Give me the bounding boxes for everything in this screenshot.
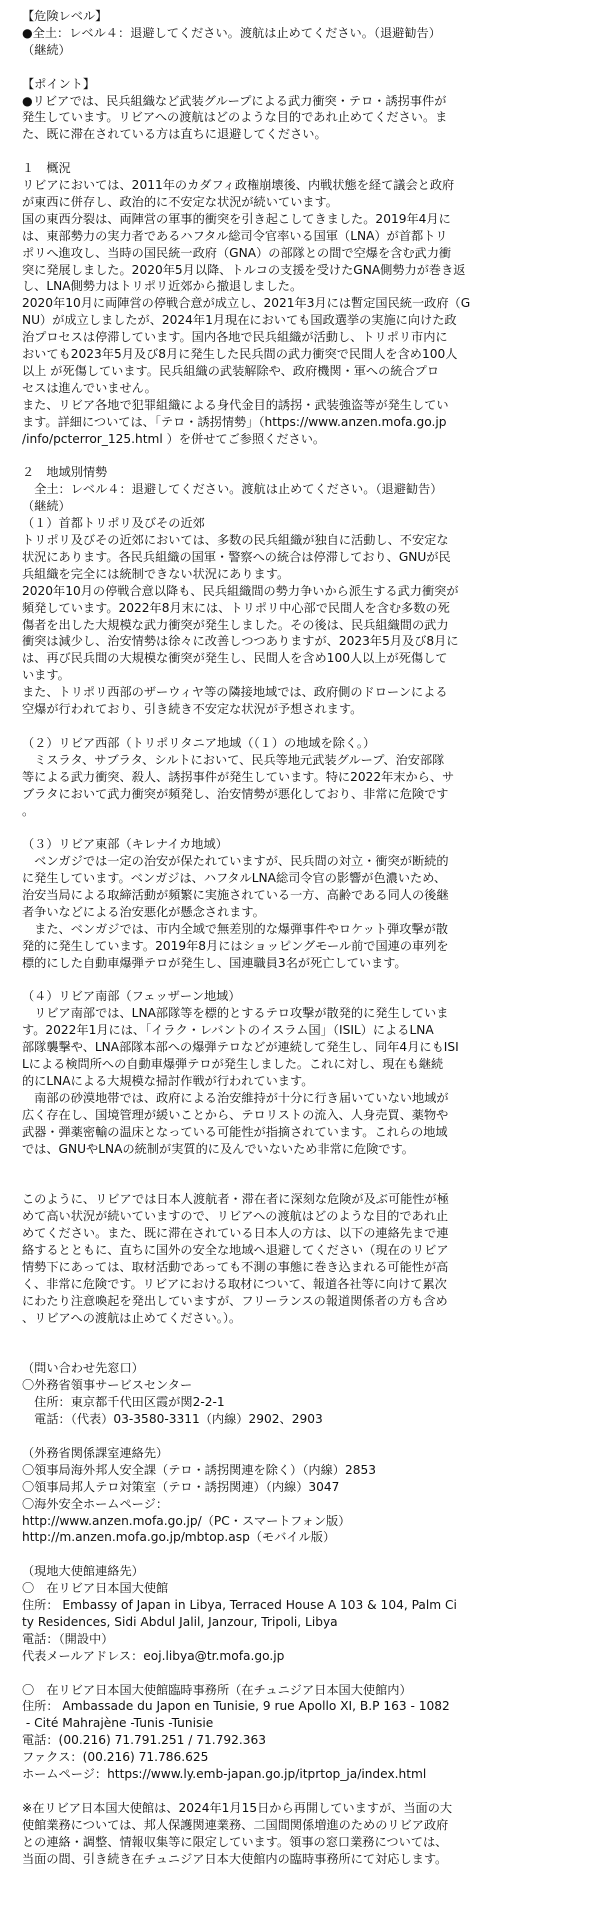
south-line: 広く存在し、国境管理が緩いことから、テロリストの流入、人身売買、薬物や: [22, 1107, 449, 1122]
south-line: リビア南部では、LNA部隊等を標的とするテロ攻撃が散発的に発生していま: [22, 1006, 449, 1021]
tripoli-line: 2020年10月の停戦合意以降も、民兵組織間の勢力争いから派生する武力衝突が: [22, 583, 459, 598]
overview-line: リビアにおいては、2011年のカダフィ政権崩壊後、内戦状態を経て議会と政府: [22, 178, 455, 193]
conclusion-line: めて高い状況が続いていますので、リビアへの渡航はどのような目的であれ止: [22, 1209, 449, 1224]
overview-line: NU）が成立しましたが、2024年1月現在においても国政選挙の実施に向けた政: [22, 313, 457, 328]
danger-level-line: ●全土：レベル４：退避してください。渡航は止めてください。（退避勧告）: [22, 25, 441, 40]
conclusion-line: めてください。また、既に滞在されている日本人の方は、以下の連絡先まで連: [22, 1226, 449, 1241]
tripoli-line: 兵組織を完全には統制できない状況にあります。: [22, 566, 290, 581]
tunisia-office-section: [0, 1682, 605, 1783]
related-line: 〇海外安全ホームページ：: [22, 1496, 169, 1511]
east-line: 治安当局による取締活動が頻繁に実施されている一方、高齢である同人の後継: [22, 888, 449, 903]
blank-line: [0, 59, 605, 76]
related-line: 〇領事局邦人テロ対策室（テロ・誘拐関連）（内線）3047: [22, 1479, 340, 1494]
tripoli-line: 頻発しています。2022年8月末には、トリポリ中心部で民間人を含む多数の死: [22, 600, 450, 615]
blank-line: [0, 1665, 605, 1682]
regional-level-line: 全土：レベル４：退避してください。渡航は止めてください。（退避勧告）: [22, 482, 443, 497]
point-line: た、既に滞在されている方は直ちに退避してください。: [22, 127, 327, 142]
embassy-address: 住所： Embassy of Japan in Libya, Terraced House A 103 & 104, Palm Ci: [22, 1598, 457, 1613]
overview-section: [0, 160, 605, 447]
point-heading: 【ポイント】: [22, 76, 96, 91]
related-heading: （外務省関係課室連絡先）: [22, 1445, 169, 1460]
embassy-address: ty Residences, Sidi Abdul Jalil, Janzour, Tripoli, Libya: [22, 1614, 338, 1629]
regional-heading: ２ 地域別情勢: [22, 465, 108, 480]
overview-line: は、東部勢力の実力者であるハフタル総司令官率いる国軍（LNA）が首都トリ: [22, 228, 448, 243]
note-line: との連絡・調整、情報収集等に限定しています。領事の窓口業務については、: [22, 1834, 448, 1849]
tunisia-office-address: 住所： Ambassade du Japon en Tunisie, 9 rue Apollo XI, B.P 163 - 1082: [22, 1699, 450, 1714]
conclusion-line: く、非常に危険です。リビアにおける取材について、報道各社等に向けて累次: [22, 1276, 447, 1291]
contact-line: 住所：東京都千代田区霞が関2-2-1: [22, 1395, 225, 1410]
blank-line: [0, 1546, 605, 1563]
overview-line: ポリへ進攻し、当時の国民統一政府（GNA）の部隊との間で空爆を含む武力衝: [22, 245, 452, 260]
east-line: 発的に発生しています。2019年8月にはショッピングモール前で国連の車列を: [22, 938, 449, 953]
tripoli-line: います。: [22, 668, 70, 683]
point-line: ●リビアでは、民兵組織など武装グループによる武力衝突・テロ・誘拐事件が: [22, 93, 447, 108]
overview-line-link[interactable]: /info/pcterror_125.html ）を併せてご参照ください。: [22, 431, 326, 446]
south-line: す。2022年1月には、「イラク・レバントのイスラム国」（ISIL）によるLNA: [22, 1023, 434, 1038]
blank-lines: [0, 1327, 605, 1361]
conclusion-line: 情勢下にあっては、取材活動であっても不測の事態に巻き込まれる可能性が高: [22, 1259, 449, 1274]
note-section: [0, 1800, 605, 1868]
tripoli-line: トリポリ及びその近郊においては、多数の民兵組織が独自に活動し、不安定な: [22, 533, 449, 548]
tunisia-office-phone: 電話：(00.216) 71.791.251 / 71.792.363: [22, 1733, 267, 1748]
tripoli-line: は、再び民兵間の大規模な衝突が発生し、民間人を含め100人以上が死傷して: [22, 651, 448, 666]
danger-level-heading: 【危険レベル】: [22, 9, 108, 23]
west-line: 。: [22, 803, 35, 818]
overview-line: 2020年10月に両陣営の停戦合意が成立し、2021年3月には暫定国民統一政府（G: [22, 296, 471, 311]
blank-line: [0, 819, 605, 836]
embassy-section: [0, 1563, 605, 1664]
overview-line: 突に発展しました。2020年5月以降、トルコの支援を受けたGNA側勢力が巻き返: [22, 262, 466, 277]
blank-line: [0, 448, 605, 465]
east-line: に発生しています。ベンガジは、ハフタルLNA総司令官の影響が色濃いため、: [22, 871, 447, 886]
embassy-name: 〇 在リビア日本国大使館: [22, 1581, 169, 1596]
point-section: [0, 76, 605, 144]
conclusion-section: [0, 1191, 605, 1326]
east-line: 標的にした自動車爆弾テロが発生し、国連職員3名が死亡しています。: [22, 955, 407, 970]
west-line: 等による武力衝突、殺人、誘拐事件が発生しています。特に2022年末から、サ: [22, 769, 455, 784]
embassy-heading: （現地大使館連絡先）: [22, 1564, 144, 1579]
contact-phone: 電話：（代表）03-3580-3311（内線）2902、2903: [22, 1412, 323, 1427]
tripoli-heading: （１）首都トリポリ及びその近郊: [22, 516, 205, 531]
east-heading: （３）リビア東部（キレナイカ地域）: [22, 837, 228, 852]
note-line: 使館業務については、邦人保護関連業務、二国間関係増進のためのリビア政府: [22, 1817, 449, 1832]
tunisia-office-fax: ファクス：(00.216) 71.786.625: [22, 1750, 209, 1765]
overview-line: セスは進んでいません。: [22, 380, 157, 395]
south-line: では、GNUやLNAの統制が実質的に及んでいないため非常に危険です。: [22, 1141, 414, 1156]
east-line: また、ベンガジでは、市内全域で無差別的な爆弾事件やロケット弾攻撃が散: [22, 921, 448, 936]
anzen-pc-link[interactable]: http://www.anzen.mofa.go.jp/（PC・スマートフォン版）: [22, 1513, 351, 1528]
blank-line: [0, 718, 605, 735]
anzen-mobile-link[interactable]: http://m.anzen.mofa.go.jp/mbtop.asp（モバイル版）: [22, 1530, 336, 1545]
blank-lines: [0, 1158, 605, 1192]
tunisia-office-homepage[interactable]: ホームページ：https://www.ly.emb-japan.go.jp/itprtop_ja/index.html: [22, 1767, 427, 1782]
overview-line: おいても2023年5月及び8月に発生した民兵間の武力衝突で民間人を含め100人: [22, 347, 458, 362]
conclusion-line: 絡するとともに、直ちに国外の安全な地域へ退避してください（現在のリビア: [22, 1243, 449, 1258]
west-heading: （２）リビア西部（トリポリタニア地域（（１）の地域を除く。）: [22, 735, 376, 750]
south-line: 的にLNAによる大規模な掃討作戦が行われています。: [22, 1074, 314, 1088]
south-heading: （４）リビア南部（フェッザーン地域）: [22, 989, 241, 1004]
overview-line: 以上 が死傷しています。民兵組織の武装解除や、政府機関・軍への統合プロ: [22, 364, 440, 378]
related-line: 〇領事局海外邦人安全課（テロ・誘拐関連を除く）（内線）2853: [22, 1462, 376, 1477]
note-line: ※在リビア日本国大使館は、2024年1月15日から再開していますが、当面の大: [22, 1800, 453, 1815]
note-line: 当面の間、引き続き在チュニジア日本大使館内の臨時事務所にて対応します。: [22, 1851, 448, 1866]
embassy-email[interactable]: 代表メールアドレス：eoj.libya@tr.mofa.go.jp: [22, 1648, 285, 1663]
conclusion-line: にわたり注意喚起を発出していますが、フリーランスの報道関係者の方も含め: [22, 1293, 448, 1308]
overview-line: また、リビア各地で犯罪組織による身代金目的誘拐・武装強盗等が発生してい: [22, 397, 449, 412]
danger-level-section: [0, 8, 605, 59]
tripoli-line: 空爆が行われており、引き続き不安定な状況が予想されます。: [22, 702, 363, 717]
contact-line: 〇外務省領事サービスセンター: [22, 1378, 193, 1393]
blank-line: [0, 143, 605, 160]
blank-line: [0, 1428, 605, 1445]
overview-line: し、LNA側勢力はトリポリ近郊から撤退しました。: [22, 279, 303, 294]
danger-level-line: （継続）: [22, 42, 71, 57]
blank-line: [0, 972, 605, 989]
tripoli-line: 状況にあります。各民兵組織の国軍・警察への統合は停滞しており、GNUが民: [22, 549, 451, 564]
tunisia-office-address: - Cité Mahrajène -Tunis -Tunisie: [22, 1716, 214, 1731]
contact-section: [0, 1360, 605, 1428]
tripoli-line: また、トリポリ西部のザーウィヤ等の隣接地域では、政府側のドローンによる: [22, 685, 448, 700]
west-line: ミスラタ、サブラタ、シルトにおいて、民兵等地元武装グループ、治安部隊: [22, 752, 445, 767]
south-line: Lによる検問所への自動車爆弾テロが発生しました。これに対し、現在も継続: [22, 1057, 444, 1072]
embassy-phone: 電話：（開設中）: [22, 1631, 114, 1646]
blank-line: [0, 1783, 605, 1800]
contact-heading: （問い合わせ先窓口）: [22, 1361, 144, 1376]
tripoli-line: 傷者を出した大規模な武力衝突が発生しました。その後は、民兵組織間の武力: [22, 617, 449, 632]
tripoli-line: 衝突は減少し、治安情勢は徐々に改善しつつありますが、2023年5月及び8月に: [22, 634, 459, 649]
south-line: 武器・弾薬密輸の温床となっている可能性が指摘されています。これらの地域: [22, 1124, 448, 1139]
south-line: 南部の砂漠地帯では、政府による治安維持が十分に行き届いていない地域が: [22, 1090, 449, 1105]
regional-level-line: （継続）: [22, 499, 71, 514]
east-line: 者争いなどによる治安悪化が懸念されます。: [22, 904, 265, 919]
overview-line: 国の東西分裂は、両陣営の軍事的衝突を引き起こしてきました。2019年4月に: [22, 211, 451, 226]
related-offices-section: [0, 1445, 605, 1546]
west-line: ブラタにおいて武力衝突が頻発し、治安情勢が悪化しており、非常に危険です: [22, 786, 449, 801]
overview-line: が東西に併存し、政治的に不安定な状況が続いています。: [22, 194, 338, 209]
conclusion-line: このように、リビアでは日本人渡航者・滞在者に深刻な危険が及ぶ可能性が極: [22, 1192, 449, 1207]
east-line: ベンガジでは一定の治安が保たれていますが、民兵間の対立・衝突が断続的: [22, 854, 449, 869]
overview-line: 治プロセスは停滞しています。国内各地で民兵組織が活動し、トリポリ市内に: [22, 330, 448, 345]
regional-section: [0, 464, 605, 1157]
point-line: 発生しています。リビアへの渡航はどのような目的であれ止めてください。ま: [22, 110, 448, 125]
tunisia-office-name: 〇 在リビア日本国大使館臨時事務所（在チュニジア日本国大使館内）: [22, 1682, 412, 1697]
overview-line-link[interactable]: ます。詳細については、「テロ・誘拐情勢」（https://www.anzen.mofa.go.jp: [22, 414, 447, 429]
south-line: 部隊襲撃や、LNA部隊本部への爆弾テロなどが連続して発生し、同年4月にもISI: [22, 1040, 459, 1055]
overview-heading: １ 概況: [22, 161, 71, 176]
conclusion-line: 、リビアへの渡航は止めてください。）。: [22, 1310, 242, 1325]
